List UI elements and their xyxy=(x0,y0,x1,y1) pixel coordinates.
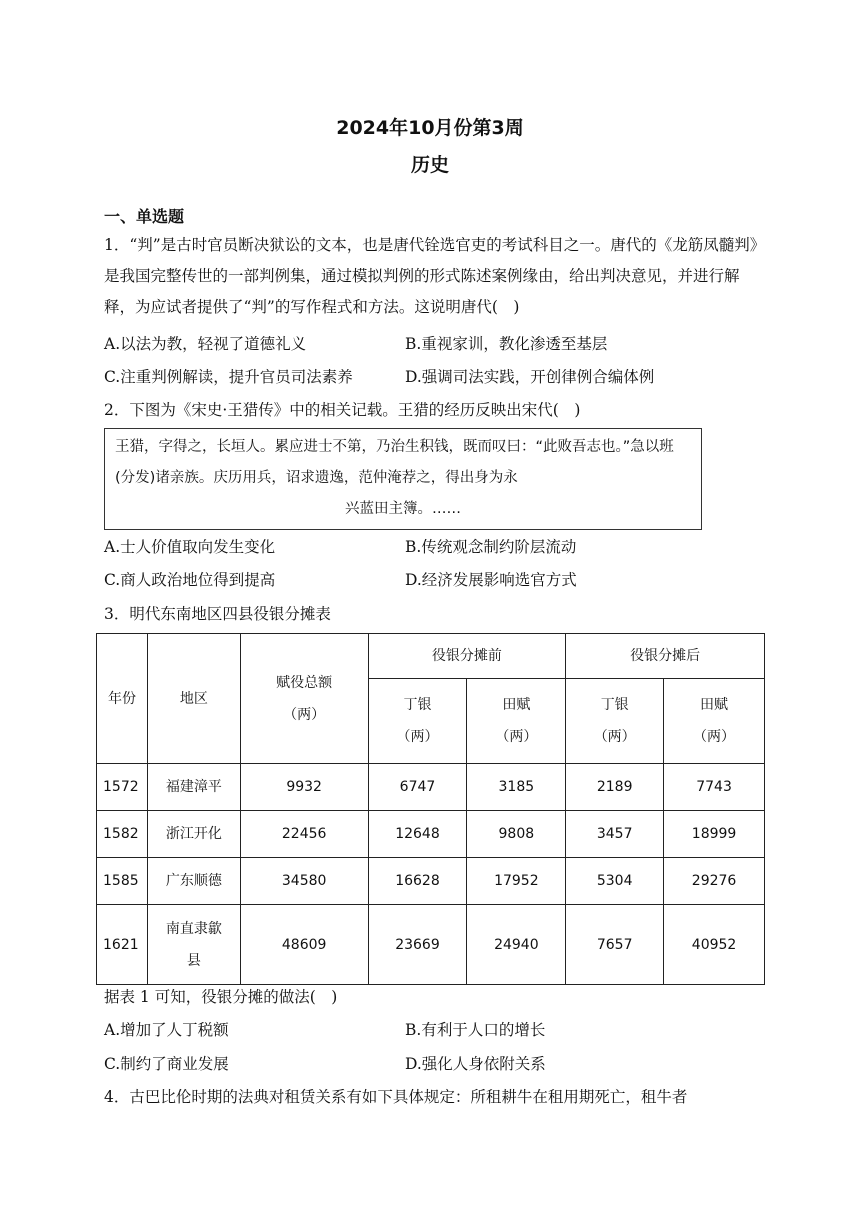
cell-before-tian: 9808 xyxy=(467,811,566,858)
cell-after-tian: 7743 xyxy=(664,764,765,811)
cell-before-ding: 12648 xyxy=(368,811,467,858)
q2-option-c: C.商人政治地位得到提高 xyxy=(104,571,276,589)
cell-before-tian: 17952 xyxy=(467,858,566,905)
q1-option-b: B.重视家训，教化渗透至基层 xyxy=(405,335,608,353)
cell-total: 9932 xyxy=(240,764,368,811)
th-after: 役银分摊后 xyxy=(566,634,765,679)
cell-year: 1621 xyxy=(97,905,148,985)
cell-total: 48609 xyxy=(240,905,368,985)
th-tian-label: 田赋 xyxy=(700,697,729,713)
q1-option-d: D.强调司法实践，开创律例合编体例 xyxy=(405,368,655,386)
cell-before-tian: 3185 xyxy=(467,764,566,811)
th-ding-label: 丁银 xyxy=(600,697,629,713)
cell-before-ding: 23669 xyxy=(368,905,467,985)
q2-quote-last-line: 兴蓝田主簿。…… xyxy=(345,501,461,517)
cell-before-tian: 24940 xyxy=(467,905,566,985)
q2-option-d: D.经济发展影响选官方式 xyxy=(405,571,577,589)
cell-after-tian: 29276 xyxy=(664,858,765,905)
th-total xyxy=(240,634,368,764)
th-before: 役银分摊前 xyxy=(368,634,566,679)
cell-region: 福建漳平 xyxy=(147,764,240,811)
subject-title: 历史 xyxy=(410,154,449,176)
q1-option-a: A.以法为教，轻视了道德礼义 xyxy=(104,335,307,353)
tax-table xyxy=(96,633,765,985)
th-before-tian xyxy=(467,679,566,764)
q2-quote-box xyxy=(104,428,702,530)
page-title: 2024年10月份第3周 xyxy=(336,117,524,139)
th-after-ding xyxy=(566,679,664,764)
th-before-ding xyxy=(368,679,467,764)
q3-option-a: A.增加了人丁税额 xyxy=(104,1021,229,1039)
cell-after-ding: 2189 xyxy=(566,764,664,811)
cell-year: 1585 xyxy=(97,858,148,905)
question-1-stem: 1．“判”是古时官员断决狱讼的文本，也是唐代铨选官吏的考试科目之一。唐代的《龙筋凤髓判》是我国完整传世的一部判例集，通过模拟判例的形式陈述案例缘由，给出判决意见，并进行解释，为应试者提供了“判”的写作程式和方法。这说明唐代( ) xyxy=(104,236,758,316)
q2-option-b: B.传统观念制约阶层流动 xyxy=(405,538,577,556)
q3-option-d: D.强化人身依附关系 xyxy=(405,1055,546,1073)
cell-after-ding: 5304 xyxy=(566,858,664,905)
cell-year: 1582 xyxy=(97,811,148,858)
th-ding-unit: （两） xyxy=(396,729,439,745)
cell-after-ding: 7657 xyxy=(566,905,664,985)
question-4-stem: 4．古巴比伦时期的法典对租赁关系有如下具体规定：所租耕牛在租用期死亡，租牛者 xyxy=(104,1088,688,1106)
cell-region-line2: 县 xyxy=(186,952,201,969)
table-row xyxy=(97,764,765,811)
cell-total: 34580 xyxy=(240,858,368,905)
cell-region xyxy=(147,905,240,985)
th-ding-label: 丁银 xyxy=(403,697,432,713)
cell-total: 22456 xyxy=(240,811,368,858)
question-3-stem: 3．明代东南地区四县役银分摊表 xyxy=(104,605,331,623)
q1-option-c: C.注重判例解读，提升官员司法素养 xyxy=(104,368,353,386)
th-year: 年份 xyxy=(97,634,148,764)
question-2-stem: 2．下图为《宋史·王猎传》中的相关记载。王猎的经历反映出宋代( ) xyxy=(104,401,581,419)
table-row xyxy=(97,858,765,905)
table-row xyxy=(97,905,765,985)
cell-region: 广东顺德 xyxy=(147,858,240,905)
cell-after-tian: 40952 xyxy=(664,905,765,985)
cell-region-line1: 南直隶歙 xyxy=(165,920,222,937)
th-tian-label: 田赋 xyxy=(502,697,531,713)
q2-quote-text: 王猎，字得之，长垣人。累应进士不第，乃治生积钱，既而叹曰：“此败吾志也。”急以班(分发)诸亲族。庆历用兵，诏求遗逸，范仲淹荐之，得出身为永 xyxy=(115,439,674,486)
q3-option-c: C.制约了商业发展 xyxy=(104,1055,229,1073)
th-total-unit: （两） xyxy=(283,706,326,723)
th-after-tian xyxy=(664,679,765,764)
cell-before-ding: 6747 xyxy=(368,764,467,811)
th-region: 地区 xyxy=(147,634,240,764)
cell-region: 浙江开化 xyxy=(147,811,240,858)
th-total-label: 赋役总额 xyxy=(276,674,333,691)
cell-year: 1572 xyxy=(97,764,148,811)
table-row xyxy=(97,811,765,858)
q2-option-a: A.士人价值取向发生变化 xyxy=(104,538,276,556)
cell-before-ding: 16628 xyxy=(368,858,467,905)
cell-after-tian: 18999 xyxy=(664,811,765,858)
th-ding-unit: （两） xyxy=(593,729,636,745)
th-tian-unit: （两） xyxy=(495,729,538,745)
cell-after-ding: 3457 xyxy=(566,811,664,858)
th-tian-unit: （两） xyxy=(693,729,736,745)
section-heading: 一、单选题 xyxy=(104,207,185,226)
question-3-followup: 据表 1 可知，役银分摊的做法( ) xyxy=(104,988,338,1006)
q3-option-b: B.有利于人口的增长 xyxy=(405,1021,546,1039)
